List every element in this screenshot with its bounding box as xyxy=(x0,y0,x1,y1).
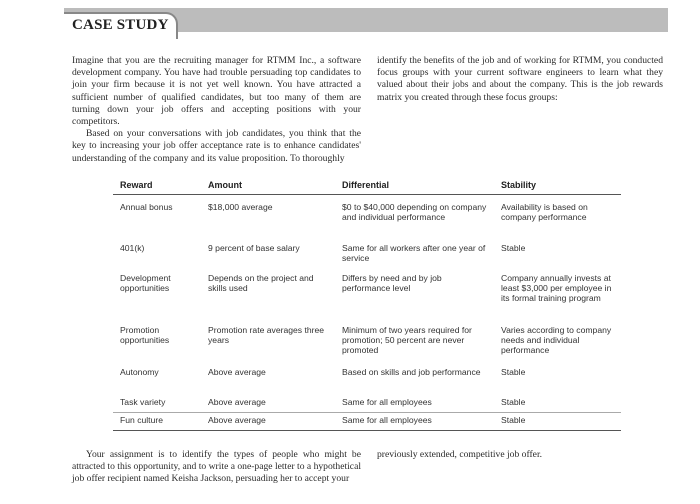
assignment-column-left xyxy=(72,449,361,486)
header-rule xyxy=(113,194,621,195)
assignment-paragraph-continued: previously extended, competitive job offer. xyxy=(377,449,543,460)
cell-amount: Above average xyxy=(208,397,266,407)
intro-column-left xyxy=(72,55,361,165)
cell-amount: $18,000 average xyxy=(208,202,273,212)
cell-stability: Stable xyxy=(501,367,526,377)
cell-differential: Same for all employees xyxy=(342,415,432,425)
header-stability: Stability xyxy=(501,180,537,190)
header-reward: Reward xyxy=(120,180,153,190)
cell-differential: $0 to $40,000 depending on company and individual performance xyxy=(342,202,487,223)
cell-reward: 401(k) xyxy=(120,243,145,253)
intro-paragraph-2-start: Based on your conversations with job candidates, you think that the key to increasing your job offer acceptance rate is to enhance candidates' understanding of the company and its value proposition. To thoroughly xyxy=(72,128,361,164)
table-bottom-rule xyxy=(113,430,621,431)
header-differential: Differential xyxy=(342,180,390,190)
intro-paragraph-1: Imagine that you are the recruiting manager for RTMM Inc., a software development company. You have had trouble persuading top candidates to join your firm because it is not yet well known. You have attracted a sufficient number of qualified candidates, but too many of them are turning down your job offers and accepting positions with your competitors. xyxy=(72,55,361,128)
cell-reward: Annual bonus xyxy=(120,202,173,212)
cell-stability: Availability is based on company performance xyxy=(501,202,588,223)
cell-stability: Company annually invests at least $3,000 per employee in its formal training program xyxy=(501,273,612,304)
cell-differential: Differs by need and by job performance level xyxy=(342,273,442,294)
cell-stability: Varies according to company needs and individual performance xyxy=(501,325,612,356)
cell-differential: Based on skills and job performance xyxy=(342,367,481,377)
cell-differential: Same for all workers after one year of service xyxy=(342,243,486,264)
cell-reward: Autonomy xyxy=(120,367,159,377)
cell-amount: Depends on the project and skills used xyxy=(208,273,314,294)
cell-reward: Promotion opportunities xyxy=(120,325,170,346)
cell-amount: Above average xyxy=(208,415,266,425)
cell-reward: Fun culture xyxy=(120,415,163,425)
case-study-title: CASE STUDY xyxy=(72,17,169,33)
intro-paragraph-2-continued: identify the benefits of the job and of working for RTMM, you conducted focus groups with your current software engineers to learn what they valued about their jobs and about the company. This is the job rewards matrix you created through these focus groups: xyxy=(377,55,663,103)
assignment-paragraph-start: Your assignment is to identify the types of people who might be attracted to this opportunity, and to write a one-page letter to a hypothetical job offer recipient named Keisha Jackson, persuading her to accept your xyxy=(72,449,361,485)
cell-stability: Stable xyxy=(501,397,526,407)
row-divider xyxy=(113,412,621,413)
cell-stability: Stable xyxy=(501,243,526,253)
cell-stability: Stable xyxy=(501,415,526,425)
cell-amount: Above average xyxy=(208,367,266,377)
cell-reward: Development opportunities xyxy=(120,273,171,294)
assignment-column-right xyxy=(377,449,663,461)
cell-differential: Same for all employees xyxy=(342,397,432,407)
cell-amount: Promotion rate averages three years xyxy=(208,325,325,346)
intro-column-right xyxy=(377,55,663,104)
cell-reward: Task variety xyxy=(120,397,166,407)
cell-amount: 9 percent of base salary xyxy=(208,243,300,253)
header-amount: Amount xyxy=(208,180,242,190)
cell-differential: Minimum of two years required for promotion; 50 percent are never promoted xyxy=(342,325,472,356)
